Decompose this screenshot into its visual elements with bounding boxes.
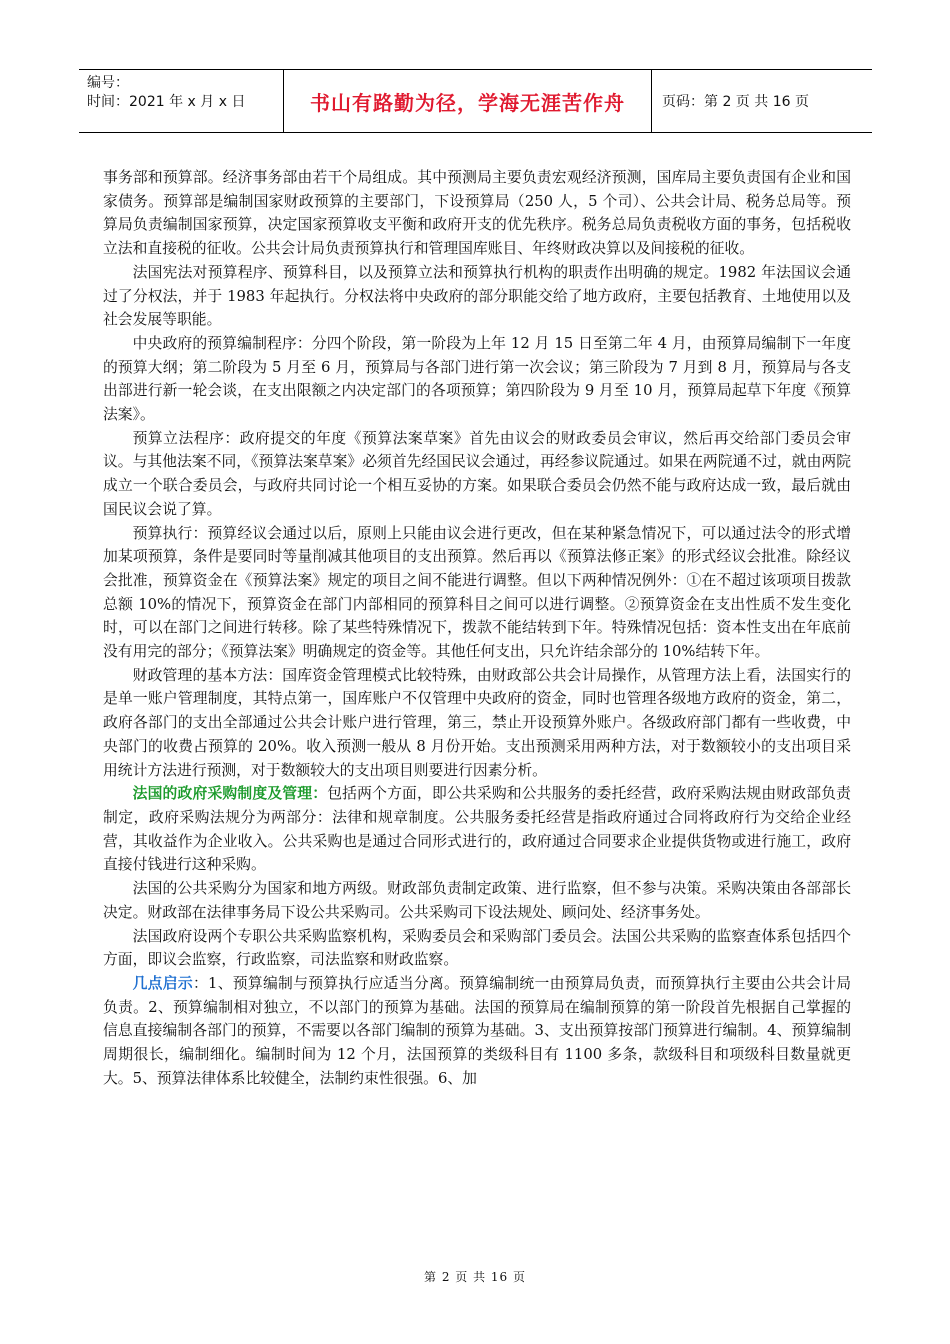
paragraph: 中央政府的预算编制程序：分四个阶段，第一阶段为上年 12 月 15 日至第二年 4 月，由预算局编制下一年度的预算大纲；第二阶段为 5 月至 6 月，预算局与各部门进行第一次会议；第三阶段为 7 月到 8 月，预算局与各支出部进行新一轮会谈，在支出限额之内决定部门的各项预算；第四阶段为 9 月至 10 月，预算局起草下年度《预算法案》。 — [103, 334, 851, 424]
insights-heading: 几点启示 — [132, 974, 193, 992]
procurement-paragraph — [103, 782, 851, 877]
paragraph: 事务部和预算部。经济事务部由若干个局组成。其中预测局主要负责宏观经济预测，国库局主要负责国有企业和国家债务。预算部是编制国家财政预算的主要部门，下设预算局（250 人，5 个司）、公共会计局、税务总局等。预算局负责编制国家预算，决定国家预算收支平衡和政府开支的优先秩序。税务总局负责税收方面的事务，包括税收立法和直接税的征收。公共会计局负责预算执行和管理国库账目、年终财政决算以及间接税的征收。 — [103, 169, 851, 258]
paragraph: 预算执行：预算经议会通过以后，原则上只能由议会进行更改，但在某种紧急情况下，可以通过法令的形式增加某项预算，条件是要同时等量削减其他项目的支出预算。然后再以《预算法修正案》的形式经议会批准。除经议会批准，预算资金在《预算法案》规定的项目之间不能进行调整。但以下两种情况例外：①在不超过该项项目拨款总额 10%的情况下，预算资金在部门内部相同的预算科目之间可以进行调整。②预算资金在支出性质不发生变化时，可以在部门之间进行转移。除了某些特殊情况下，拨款不能结转到下年。特殊情况包括：资本性支出在年底前没有用完的部分；《预算法案》明确规定的资金等。其他任何支出，只允许结余部分的 10%结转下年。 — [103, 524, 851, 661]
paragraph: 法国政府设两个专职公共采购监察机构，采购委员会和采购部门委员会。法国公共采购的监察查体系包括四个方面，即议会监察，行政监察，司法监察和财政监察。 — [103, 927, 851, 969]
page-info: 页码：第 2 页 共 16 页 — [662, 94, 809, 110]
motto: 书山有路勤为径，学海无涯苦作舟 — [284, 70, 652, 132]
procurement-text: 包括两个方面，即公共采购和公共服务的委托经营，政府采购法规由财政部负责制定，政府采购法规分为两部分：法律和规章制度。公共服务委托经营是指政府通过合同将政府行为交给企业经营，其收益作为企业收入。公共采购也是通过合同形式进行的，政府通过合同要求企业提供货物或进行施工，政府直接付钱进行这种采购。 — [103, 785, 851, 874]
paragraph: 法国宪法对预算程序、预算科目，以及预算立法和预算执行机构的职责作出明确的规定。1982 年法国议会通过了分权法，并于 1983 年起执行。分权法将中央政府的部分职能交给了地方政府，主要包括教育、土地使用以及社会发展等职能。 — [103, 263, 851, 329]
paragraph: 法国的公共采购分为国家和地方两级。财政部负责制定政策、进行监察，但不参与决策。采购决策由各部部长决定。财政部在法律事务局下设公共采购司。公共采购司下设法规处、顾问处、经济事务处。 — [103, 880, 851, 921]
page-footer: 第 2 页 共 16 页 — [424, 1270, 526, 1284]
header-meta — [79, 70, 284, 132]
time-label: 时间：2021 年 x 月 x 日 — [87, 94, 246, 110]
number-label: 编号： — [87, 75, 129, 91]
document-body — [103, 166, 851, 1090]
paragraph: 预算立法程序：政府提交的年度《预算法案草案》首先由议会的财政委员会审议，然后再交给部门委员会审议。与其他法案不同，《预算法案草案》必须首先经国民议会通过，再经参议院通过。如果在两院通不过，就由两院成立一个联合委员会，与政府共同讨论一个相互妥协的方案。如果联合委员会仍然不能与政府达成一致，最后就由国民议会说了算。 — [103, 429, 851, 518]
procurement-heading: 法国的政府采购制度及管理： — [132, 785, 328, 803]
insights-paragraph — [103, 972, 851, 1091]
paragraph: 财政管理的基本方法：国库资金管理模式比较特殊，由财政部公共会计局操作，从管理方法上看，法国实行的是单一账户管理制度，其特点第一，国库账户不仅管理中央政府的资金，同时也管理各级地方政府的资金，第二，政府各部门的支出全部通过公共会计账户进行管理，第三，禁止开设预算外账户。各级政府部门都有一些收费，中央部门的收费占预算的 20%。收入预测一般从 8 月份开始。支出预测采用两种方法，对于数额较小的支出项目采用统计方法进行预测，对于数额较大的支出项目则要进行因素分析。 — [103, 666, 851, 779]
header-table — [79, 69, 872, 133]
insights-text: ：1、预算编制与预算执行应适当分离。预算编制统一由预算局负责，而预算执行主要由公共会计局负责。2、预算编制相对独立，不以部门的预算为基础。法国的预算局在编制预算的第一阶段首先根据自己掌握的信息直接编制各部门的预算，不需要以各部门编制的预算为基础。3、支出预算按部门预算进行编制。4、预算编制周期很长，编制细化。编制时间为 12 个月，法国预算的类级科目有 1100 多条，款级科目和项级科目数量就更大。5、预算法律体系比较健全，法制约束性很强。6、加 — [103, 974, 851, 1087]
